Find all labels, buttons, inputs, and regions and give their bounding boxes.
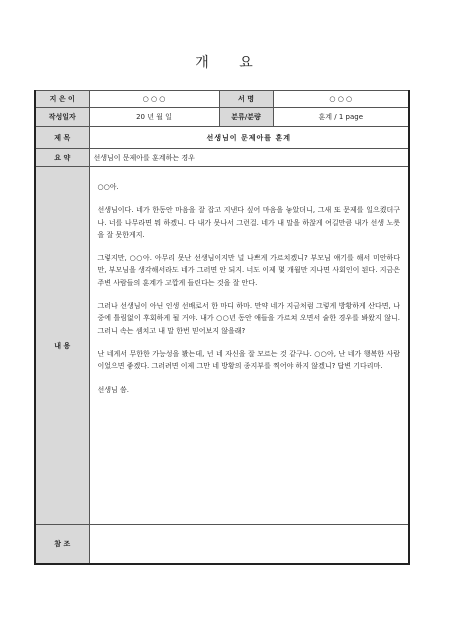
content-paragraph: 선생님 씀. [97,385,129,394]
category-value: 훈계 / 1 page [273,108,409,127]
content-body [89,167,409,525]
signature-value: ○ ○ ○ [273,91,409,108]
document-title: 개 요 [195,55,255,71]
subject-label: 제 목 [35,127,89,149]
reference-value [89,525,409,564]
content-paragraph: ○○아. [97,183,119,191]
summary-value: 선생님이 문제아를 훈계하는 경우 [89,149,409,167]
subject-value: 선생님이 문제아를 훈계 [89,127,409,149]
author-value: ○ ○ ○ [89,91,219,108]
category-label: 분류/분량 [219,108,273,127]
content-paragraph: 선생님이다. 네가 한동안 마음을 잘 잡고 지낸다 싶어 마음을 놓았더니, 그새 또 문제를 일으켰더구나. 너를 나무라면 뭐 하겠니. 다 내가 못나서 그런걸. 네가 내 말을 하찮게 여길만큼 내가 선생 노릇을 잘 못한게지. [97,206,400,239]
content-label: 내 용 [35,167,89,525]
content-paragraph: 난 네게서 무한한 가능성을 봤는데, 넌 네 자신을 잘 모르는 것 같구나. ○○아, 난 네가 행복한 사람이었으면 좋겠다. 그러려면 이제 그만 네 방황의 종지부를 찍어야 하지 않겠니? 답변 기다리마. [97,349,400,371]
content-paragraph: 그렇지만, ○○아. 아무리 못난 선생님이지만 널 나쁘게 가르치겠니? 부모님 얘기를 해서 미안하다만, 부모님을 생각해서라도 네가 그러면 안 되지. 너도 이제 몇 개월만 지나면 사회인이 된다. 지금은 주변 사람들의 훈계가 고깝게 들린다는 것을 잘 안다. [97,254,400,287]
summary-label: 요 약 [35,149,89,167]
date-value: 20 년 월 일 [89,108,219,127]
author-label: 지 은 이 [35,91,89,108]
summary-form-table [34,90,410,565]
signature-label: 서 명 [219,91,273,108]
reference-label: 참 조 [35,525,89,564]
content-paragraph: 그러나 선생님이 아닌 인생 선배로서 한 마디 하마. 만약 네가 지금처럼 그렇게 방황하게 산다면, 나중에 틀림없이 후회하게 될 거야. 내가 ○○년 동안 애들을 가르쳐 오면서 숱한 경우를 봐왔지 않니. 그러니 속는 셈치고 내 말 한번 믿어보지 않을래? [97,302,400,335]
date-label: 작성일자 [35,108,89,127]
